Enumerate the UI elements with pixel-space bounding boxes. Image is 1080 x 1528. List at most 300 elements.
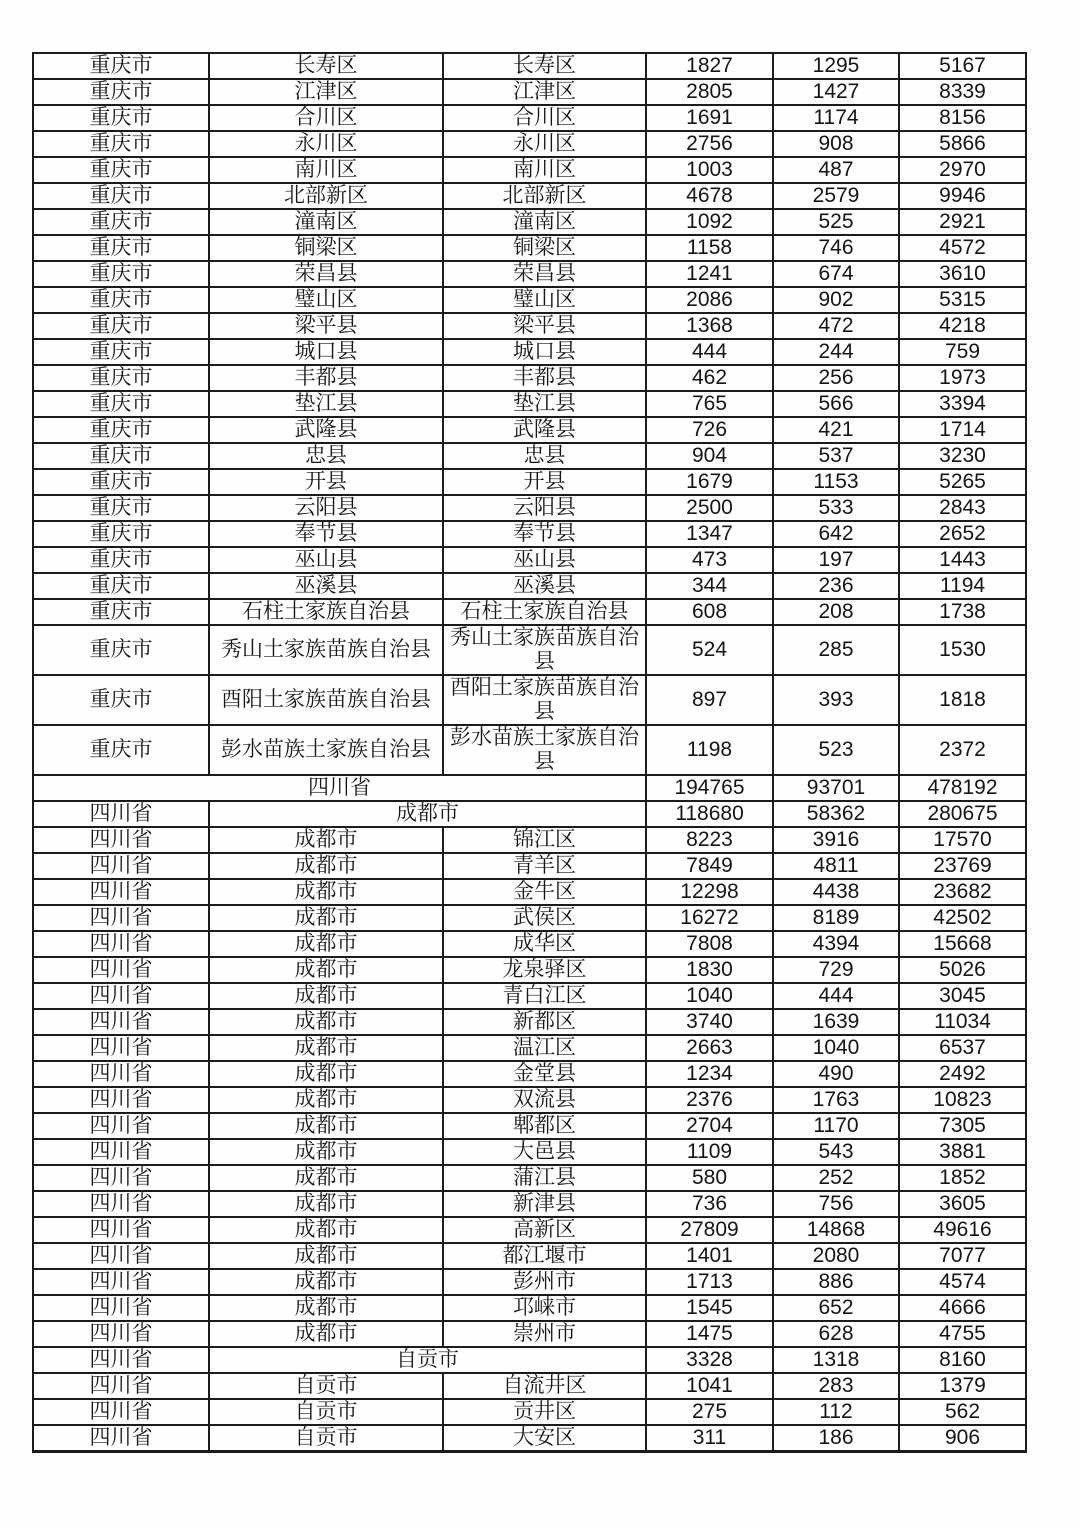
cell-province: 四川省 (33, 1243, 209, 1269)
cell-value: 1443 (899, 547, 1026, 573)
cell-district: 合川区 (443, 105, 646, 131)
cell-value: 1368 (646, 313, 773, 339)
cell-province: 重庆市 (33, 79, 209, 105)
cell-value: 478192 (899, 775, 1026, 801)
cell-value: 197 (773, 547, 899, 573)
cell-value: 7808 (646, 931, 773, 957)
cell-value: 1530 (899, 625, 1026, 675)
cell-value: 275 (646, 1399, 773, 1425)
cell-district: 彭州市 (443, 1269, 646, 1295)
cell-province: 四川省 (33, 1009, 209, 1035)
cell-value: 112 (773, 1399, 899, 1425)
cell-value: 3610 (899, 261, 1026, 287)
cell-district: 开县 (443, 469, 646, 495)
cell-value: 642 (773, 521, 899, 547)
cell-province: 四川省 (33, 1061, 209, 1087)
table-row (33, 625, 1026, 675)
cell-value: 421 (773, 417, 899, 443)
cell-value: 7077 (899, 1243, 1026, 1269)
cell-province: 重庆市 (33, 547, 209, 573)
cell-district: 锦江区 (443, 827, 646, 853)
cell-province: 四川省 (33, 983, 209, 1009)
cell-district: 长寿区 (443, 53, 646, 79)
cell-value: 7305 (899, 1113, 1026, 1139)
table-row (33, 931, 1026, 957)
cell-province: 四川省 (33, 801, 209, 827)
cell-value: 186 (773, 1425, 899, 1452)
cell-value: 1174 (773, 105, 899, 131)
cell-district: 邛崃市 (443, 1295, 646, 1321)
cell-value: 1427 (773, 79, 899, 105)
cell-value: 2086 (646, 287, 773, 313)
cell-value: 1194 (899, 573, 1026, 599)
cell-value: 8160 (899, 1347, 1026, 1373)
cell-value: 2372 (899, 725, 1026, 775)
cell-value: 1109 (646, 1139, 773, 1165)
cell-city: 成都市 (209, 1217, 443, 1243)
cell-province: 重庆市 (33, 725, 209, 775)
table-row (33, 469, 1026, 495)
table-row (33, 53, 1026, 79)
cell-value: 9946 (899, 183, 1026, 209)
table-row (33, 183, 1026, 209)
cell-value: 4572 (899, 235, 1026, 261)
cell-province: 四川省 (33, 827, 209, 853)
cell-province: 四川省 (33, 1399, 209, 1425)
cell-province: 重庆市 (33, 157, 209, 183)
cell-value: 1003 (646, 157, 773, 183)
table-row (33, 1165, 1026, 1191)
cell-city: 彭水苗族土家族自治县 (209, 725, 443, 775)
cell-city: 奉节县 (209, 521, 443, 547)
cell-district: 新都区 (443, 1009, 646, 1035)
cell-province: 重庆市 (33, 105, 209, 131)
cell-value: 1040 (773, 1035, 899, 1061)
cell-city: 忠县 (209, 443, 443, 469)
table-body (33, 53, 1026, 1452)
cell-city: 成都市 (209, 957, 443, 983)
cell-value: 8223 (646, 827, 773, 853)
table-row (33, 1295, 1026, 1321)
cell-value: 1818 (899, 675, 1026, 725)
table-row (33, 313, 1026, 339)
cell-district: 酉阳土家族苗族自治县 (443, 675, 646, 725)
cell-province: 重庆市 (33, 625, 209, 675)
cell-province: 四川省 (33, 1087, 209, 1113)
cell-value: 1401 (646, 1243, 773, 1269)
cell-value: 283 (773, 1373, 899, 1399)
cell-district: 青白江区 (443, 983, 646, 1009)
cell-city: 自贡市 (209, 1425, 443, 1452)
table-row (33, 1139, 1026, 1165)
cell-value: 897 (646, 675, 773, 725)
cell-city: 成都市 (209, 879, 443, 905)
cell-city: 成都市 (209, 801, 646, 827)
cell-city: 石柱土家族自治县 (209, 599, 443, 625)
cell-value: 756 (773, 1191, 899, 1217)
table-row (33, 983, 1026, 1009)
cell-value: 1347 (646, 521, 773, 547)
cell-value: 2652 (899, 521, 1026, 547)
cell-district: 铜梁区 (443, 235, 646, 261)
cell-value: 1738 (899, 599, 1026, 625)
cell-value: 1545 (646, 1295, 773, 1321)
cell-value: 16272 (646, 905, 773, 931)
cell-value: 236 (773, 573, 899, 599)
table-row (33, 1087, 1026, 1113)
cell-province: 重庆市 (33, 183, 209, 209)
cell-value: 906 (899, 1425, 1026, 1452)
cell-district: 奉节县 (443, 521, 646, 547)
cell-value: 285 (773, 625, 899, 675)
cell-value: 10823 (899, 1087, 1026, 1113)
cell-city: 成都市 (209, 1113, 443, 1139)
table-row (33, 287, 1026, 313)
cell-district: 彭水苗族土家族自治县 (443, 725, 646, 775)
cell-value: 4438 (773, 879, 899, 905)
cell-value: 23682 (899, 879, 1026, 905)
cell-district: 巫溪县 (443, 573, 646, 599)
cell-district: 金堂县 (443, 1061, 646, 1087)
cell-city: 巫山县 (209, 547, 443, 573)
cell-province: 四川省 (33, 1269, 209, 1295)
cell-district: 武隆县 (443, 417, 646, 443)
cell-value: 1763 (773, 1087, 899, 1113)
cell-district: 成华区 (443, 931, 646, 957)
cell-city: 璧山区 (209, 287, 443, 313)
table-row (33, 365, 1026, 391)
cell-value: 1295 (773, 53, 899, 79)
cell-value: 280675 (899, 801, 1026, 827)
cell-province: 四川省 (33, 1191, 209, 1217)
table-row (33, 1035, 1026, 1061)
cell-province: 重庆市 (33, 261, 209, 287)
cell-value: 3916 (773, 827, 899, 853)
cell-district: 城口县 (443, 339, 646, 365)
cell-district: 贡井区 (443, 1399, 646, 1425)
table-row (33, 391, 1026, 417)
cell-district: 梁平县 (443, 313, 646, 339)
cell-value: 1040 (646, 983, 773, 1009)
cell-city: 自贡市 (209, 1399, 443, 1425)
cell-value: 1639 (773, 1009, 899, 1035)
cell-province: 四川省 (33, 1373, 209, 1399)
cell-value: 4218 (899, 313, 1026, 339)
cell-value: 6537 (899, 1035, 1026, 1061)
cell-value: 1827 (646, 53, 773, 79)
cell-district: 垫江县 (443, 391, 646, 417)
cell-value: 2921 (899, 209, 1026, 235)
cell-value: 1170 (773, 1113, 899, 1139)
table-row (33, 131, 1026, 157)
cell-province: 四川省 (33, 1217, 209, 1243)
cell-city: 成都市 (209, 983, 443, 1009)
cell-district: 丰都县 (443, 365, 646, 391)
cell-value: 5026 (899, 957, 1026, 983)
cell-value: 652 (773, 1295, 899, 1321)
table-row (33, 235, 1026, 261)
cell-city: 成都市 (209, 1009, 443, 1035)
cell-value: 17570 (899, 827, 1026, 853)
cell-district: 忠县 (443, 443, 646, 469)
cell-city: 梁平县 (209, 313, 443, 339)
cell-value: 1713 (646, 1269, 773, 1295)
cell-value: 3328 (646, 1347, 773, 1373)
cell-district: 青羊区 (443, 853, 646, 879)
cell-value: 4574 (899, 1269, 1026, 1295)
table-row (33, 1373, 1026, 1399)
cell-value: 2376 (646, 1087, 773, 1113)
cell-province: 重庆市 (33, 131, 209, 157)
table-row (33, 1191, 1026, 1217)
cell-district: 自流井区 (443, 1373, 646, 1399)
cell-value: 344 (646, 573, 773, 599)
cell-value: 1379 (899, 1373, 1026, 1399)
cell-value: 194765 (646, 775, 773, 801)
cell-value: 208 (773, 599, 899, 625)
cell-city: 武隆县 (209, 417, 443, 443)
cell-value: 311 (646, 1425, 773, 1452)
cell-city: 酉阳土家族苗族自治县 (209, 675, 443, 725)
cell-city: 云阳县 (209, 495, 443, 521)
table-row (33, 1321, 1026, 1347)
cell-value: 5866 (899, 131, 1026, 157)
cell-value: 1830 (646, 957, 773, 983)
cell-city: 丰都县 (209, 365, 443, 391)
cell-district: 双流县 (443, 1087, 646, 1113)
cell-value: 4394 (773, 931, 899, 957)
cell-value: 1241 (646, 261, 773, 287)
cell-province: 四川省 (33, 1113, 209, 1139)
table-row (33, 1269, 1026, 1295)
cell-district: 荣昌县 (443, 261, 646, 287)
cell-province: 重庆市 (33, 443, 209, 469)
cell-city: 开县 (209, 469, 443, 495)
table-row (33, 1061, 1026, 1087)
cell-district: 秀山土家族苗族自治县 (443, 625, 646, 675)
cell-value: 1679 (646, 469, 773, 495)
cell-value: 765 (646, 391, 773, 417)
cell-value: 8339 (899, 79, 1026, 105)
cell-city: 成都市 (209, 1295, 443, 1321)
cell-city: 成都市 (209, 1035, 443, 1061)
cell-value: 525 (773, 209, 899, 235)
cell-value: 1158 (646, 235, 773, 261)
cell-province: 重庆市 (33, 599, 209, 625)
cell-value: 473 (646, 547, 773, 573)
cell-district: 永川区 (443, 131, 646, 157)
cell-district: 江津区 (443, 79, 646, 105)
cell-province: 四川省 (33, 775, 646, 801)
cell-city: 成都市 (209, 853, 443, 879)
table-row (33, 853, 1026, 879)
table-row (33, 675, 1026, 725)
cell-value: 608 (646, 599, 773, 625)
cell-value: 1852 (899, 1165, 1026, 1191)
cell-value: 5167 (899, 53, 1026, 79)
cell-value: 444 (773, 983, 899, 1009)
cell-value: 11034 (899, 1009, 1026, 1035)
cell-city: 成都市 (209, 1321, 443, 1347)
cell-value: 1475 (646, 1321, 773, 1347)
table-row (33, 1217, 1026, 1243)
cell-value: 726 (646, 417, 773, 443)
cell-district: 龙泉驿区 (443, 957, 646, 983)
cell-value: 2805 (646, 79, 773, 105)
cell-value: 93701 (773, 775, 899, 801)
cell-value: 12298 (646, 879, 773, 905)
cell-province: 四川省 (33, 1139, 209, 1165)
cell-value: 886 (773, 1269, 899, 1295)
cell-province: 四川省 (33, 905, 209, 931)
cell-district: 蒲江县 (443, 1165, 646, 1191)
cell-city: 巫溪县 (209, 573, 443, 599)
cell-value: 2080 (773, 1243, 899, 1269)
cell-province: 重庆市 (33, 521, 209, 547)
cell-district: 大邑县 (443, 1139, 646, 1165)
cell-value: 3881 (899, 1139, 1026, 1165)
table-row (33, 1347, 1026, 1373)
cell-value: 487 (773, 157, 899, 183)
cell-value: 904 (646, 443, 773, 469)
cell-city: 成都市 (209, 1139, 443, 1165)
table-row (33, 1113, 1026, 1139)
cell-city: 成都市 (209, 1165, 443, 1191)
table-row (33, 573, 1026, 599)
cell-province: 四川省 (33, 1347, 209, 1373)
cell-province: 四川省 (33, 957, 209, 983)
cell-value: 3740 (646, 1009, 773, 1035)
table-row (33, 495, 1026, 521)
cell-province: 四川省 (33, 1295, 209, 1321)
cell-value: 1691 (646, 105, 773, 131)
cell-district: 璧山区 (443, 287, 646, 313)
cell-value: 2579 (773, 183, 899, 209)
cell-district: 新津县 (443, 1191, 646, 1217)
cell-value: 562 (899, 1399, 1026, 1425)
cell-value: 523 (773, 725, 899, 775)
cell-city: 成都市 (209, 1061, 443, 1087)
cell-province: 重庆市 (33, 365, 209, 391)
cell-province: 重庆市 (33, 391, 209, 417)
cell-value: 8189 (773, 905, 899, 931)
cell-value: 14868 (773, 1217, 899, 1243)
cell-city: 成都市 (209, 827, 443, 853)
cell-value: 746 (773, 235, 899, 261)
cell-value: 3394 (899, 391, 1026, 417)
cell-city: 自贡市 (209, 1373, 443, 1399)
cell-value: 462 (646, 365, 773, 391)
cell-value: 580 (646, 1165, 773, 1191)
table-row (33, 827, 1026, 853)
cell-value: 729 (773, 957, 899, 983)
cell-province: 重庆市 (33, 209, 209, 235)
cell-value: 49616 (899, 1217, 1026, 1243)
cell-district: 石柱土家族自治县 (443, 599, 646, 625)
cell-value: 908 (773, 131, 899, 157)
table-row (33, 775, 1026, 801)
cell-value: 490 (773, 1061, 899, 1087)
cell-province: 重庆市 (33, 287, 209, 313)
cell-city: 合川区 (209, 105, 443, 131)
cell-province: 重庆市 (33, 339, 209, 365)
cell-city: 成都市 (209, 931, 443, 957)
cell-city: 铜梁区 (209, 235, 443, 261)
table-row (33, 521, 1026, 547)
cell-province: 四川省 (33, 879, 209, 905)
cell-province: 重庆市 (33, 469, 209, 495)
cell-province: 重庆市 (33, 235, 209, 261)
table-row (33, 105, 1026, 131)
cell-value: 566 (773, 391, 899, 417)
cell-value: 5265 (899, 469, 1026, 495)
cell-value: 393 (773, 675, 899, 725)
cell-city: 秀山土家族苗族自治县 (209, 625, 443, 675)
cell-value: 4666 (899, 1295, 1026, 1321)
cell-district: 温江区 (443, 1035, 646, 1061)
cell-value: 628 (773, 1321, 899, 1347)
cell-district: 潼南区 (443, 209, 646, 235)
cell-province: 重庆市 (33, 313, 209, 339)
cell-value: 2756 (646, 131, 773, 157)
cell-province: 重庆市 (33, 495, 209, 521)
cell-value: 244 (773, 339, 899, 365)
cell-value: 759 (899, 339, 1026, 365)
cell-district: 大安区 (443, 1425, 646, 1452)
cell-value: 4755 (899, 1321, 1026, 1347)
cell-province: 四川省 (33, 1035, 209, 1061)
cell-value: 2970 (899, 157, 1026, 183)
statistics-table (32, 52, 1027, 1453)
cell-city: 荣昌县 (209, 261, 443, 287)
cell-province: 重庆市 (33, 417, 209, 443)
cell-value: 5315 (899, 287, 1026, 313)
cell-district: 云阳县 (443, 495, 646, 521)
cell-city: 永川区 (209, 131, 443, 157)
cell-city: 南川区 (209, 157, 443, 183)
table-row (33, 1009, 1026, 1035)
cell-city: 成都市 (209, 1191, 443, 1217)
cell-value: 3045 (899, 983, 1026, 1009)
table-row (33, 417, 1026, 443)
cell-district: 崇州市 (443, 1321, 646, 1347)
cell-value: 8156 (899, 105, 1026, 131)
cell-value: 2492 (899, 1061, 1026, 1087)
cell-value: 674 (773, 261, 899, 287)
cell-value: 2500 (646, 495, 773, 521)
cell-value: 524 (646, 625, 773, 675)
cell-value: 58362 (773, 801, 899, 827)
cell-province: 重庆市 (33, 573, 209, 599)
cell-value: 1198 (646, 725, 773, 775)
cell-value: 472 (773, 313, 899, 339)
cell-city: 江津区 (209, 79, 443, 105)
table-row (33, 801, 1026, 827)
table-row (33, 905, 1026, 931)
cell-value: 2663 (646, 1035, 773, 1061)
table-row (33, 1425, 1026, 1452)
cell-value: 1234 (646, 1061, 773, 1087)
table-row (33, 339, 1026, 365)
cell-value: 23769 (899, 853, 1026, 879)
cell-value: 543 (773, 1139, 899, 1165)
cell-value: 3230 (899, 443, 1026, 469)
cell-city: 自贡市 (209, 1347, 646, 1373)
cell-district: 南川区 (443, 157, 646, 183)
cell-value: 902 (773, 287, 899, 313)
cell-value: 15668 (899, 931, 1026, 957)
table-row (33, 443, 1026, 469)
